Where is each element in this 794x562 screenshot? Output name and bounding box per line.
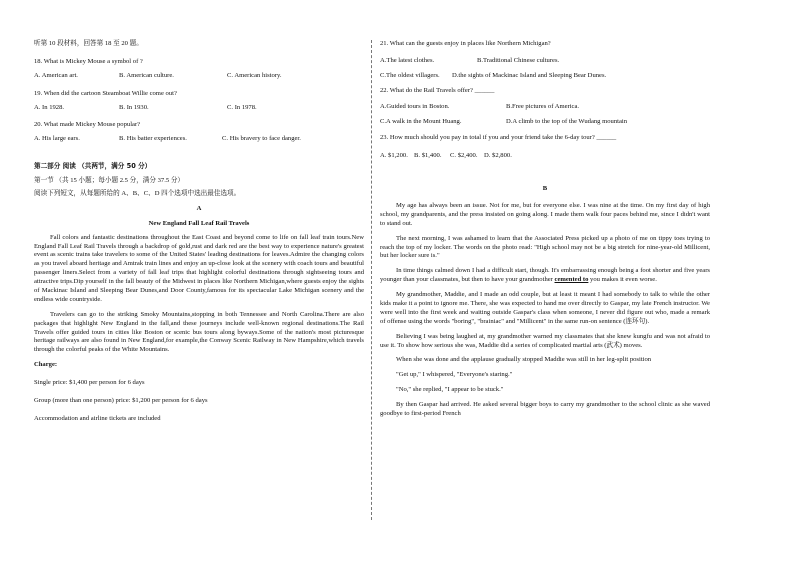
section-one-heading: 第一节 （共 15 小题；每小题 2.5 分，满分 37.5 分） xyxy=(34,177,185,185)
charge-label: Charge: xyxy=(34,361,58,369)
question-22-options-row-2 xyxy=(380,118,710,127)
option: A.The latest clothes. xyxy=(380,56,435,64)
option: B.Traditional Chinese cultures. xyxy=(477,56,560,64)
option: B.Free pictures of America. xyxy=(506,102,580,110)
option: D.A climb to the top of the Wudang mountain xyxy=(506,118,628,126)
option: A.Guided tours in Boston. xyxy=(380,102,450,110)
charge-group: Group (more than one person) price: $1,200 per person for 6 days xyxy=(34,397,208,405)
reading-instruction: 阅读下列短文，从每题所给的 A、B、C、D 四个选项中选出最佳选项。 xyxy=(34,190,241,198)
left-column xyxy=(34,40,364,431)
question-22: 22. What do the Rail Travels offer? ______ xyxy=(380,86,495,94)
text-segment: In time things calmed down I had a difficult start, though. It's embarrassing enough being a foot shorter and five years younger than your classmates, but then to have your grandmother xyxy=(380,267,710,284)
option: D. $2,800. xyxy=(484,152,512,160)
passage-b-paragraph-1: My age has always been an issue. Not for me, but for everyone else. I was nine at the time. On my first day of high school, my grandparents, and the press insisted on going along. I made them walk four paces behind me, since I didn't want to stand out. xyxy=(380,202,710,227)
question-22-options-row-1 xyxy=(380,103,710,112)
question-21-options-row-1 xyxy=(380,57,710,66)
passage-b-paragraph-8: "No," she replied, "I appear to be stuck." xyxy=(396,386,504,394)
right-column xyxy=(380,40,710,425)
part-two-heading: 第二部分 阅读 （共两节，满分 50 分） xyxy=(34,162,152,171)
option: C. His bravery to face danger. xyxy=(222,135,301,143)
question-23: 23. How much should you pay in total if you and your friend take the 6-day tour? ______ xyxy=(380,134,617,142)
question-19: 19. When did the cartoon Steamboat Willie come out? xyxy=(34,89,177,97)
column-divider xyxy=(371,40,372,520)
passage-a-letter: A xyxy=(196,204,202,212)
question-23-options xyxy=(380,152,710,161)
listening-instruction: 听第 10 段材料，回答第 18 至 20 题。 xyxy=(34,40,143,47)
passage-b-paragraph-4: My grandmother, Maddie, and I made an odd couple, but at least it meant I had somebody to talk to while the other kids make it a point to ignore me. There, she was expected to hand me over directly to Gaspar, my late French instructor. We were well into the first week and waiting outside Gaspar's class when someone, I never did figure out who, made a remark of offense using the words "boring", "brainiac" and "Millicent" in the same run-on sentence (连环句). xyxy=(380,291,710,325)
underlined-phrase: cemented to xyxy=(554,276,589,284)
option: C. $2,400. xyxy=(450,152,478,160)
option: A. $1,200. xyxy=(380,152,408,160)
question-19-options xyxy=(34,104,364,113)
option: C. American history. xyxy=(227,71,282,79)
question-20: 20. What made Mickey Mouse popular? xyxy=(34,121,141,129)
passage-b-paragraph-3 xyxy=(380,267,710,285)
option: B. American culture. xyxy=(119,71,174,79)
question-18-options xyxy=(34,72,364,81)
question-21: 21. What can the guests enjoy in places like Northern Michigan? xyxy=(380,40,551,47)
passage-b-paragraph-7: "Get up," I whispered, "Everyone's staring." xyxy=(396,371,513,379)
option: C.The oldest villagers. xyxy=(380,71,440,79)
option: C. In 1978. xyxy=(227,103,257,111)
option: A. American art. xyxy=(34,71,78,79)
passage-a-paragraph-2: Travelers can go to the striking Smoky Mountains,stopping in both Tennessee and North Carolina.There are also packages that highlight New England in the fall,and these journeys include well-known regional destinations.The Rail Travels offer guided tours in cities like Boston or scenic bus tours along byways.Some of the nation's most picturesque heritage railways are also found in New England,for example,the Conway Scenic Railway in New Hampshire,which travels through the colorful peaks of the White Mountains. xyxy=(34,310,364,354)
option: D.the sights of Mackinac Island and Sleeping Bear Dunes. xyxy=(452,71,607,79)
option: A. In 1928. xyxy=(34,103,65,111)
charge-single: Single price: $1,400 per person for 6 days xyxy=(34,379,145,387)
question-21-options-row-2 xyxy=(380,72,710,81)
option: C.A walk in the Mount Huang. xyxy=(380,118,462,126)
option: B. $1,400. xyxy=(414,152,442,160)
passage-b-paragraph-5: Believing I was being laughed at, my grandmother warned my classmates that she knew kungfu and was not afraid to use it. To show how serious she was, Maddie did a series of complicated martial arts (武术) moves. xyxy=(380,332,710,349)
option: B. In 1930. xyxy=(119,103,149,111)
text-segment: you makes it even worse. xyxy=(588,276,657,284)
passage-b-paragraph-6: When she was done and the applause gradually stopped Maddie was still in her leg-split position xyxy=(396,356,652,364)
passage-a-paragraph-1: Fall colors and fantastic destinations throughout the East Coast and beyond come to life on fall leaf train tours.New England Fall Leaf Rail Travels through a backdrop of gold,rust and dark red are the best way to experience nature's greatest event as scenic trains take travelers to some of the United States' leading destinations for leaves.Admire the changing colors as you travel aboard heritage and Amtrak train lines and enjoy an up-close look at the scenery with coach tours and beautiful passenger liners.Select from a variety of fall leaf trips that highlight colorful destinations through sightseeing tours and attractive trips.Dip yourself in the fall beauty of the Midwest in places like Northern Michigan,where guests enjoy the sights of Mackinac Island and Sleeping Bear Dunes,and Door County,famous for its spectacular Lake Michigan scenery and the endless wide countryside. xyxy=(34,233,364,303)
passage-b-letter: B xyxy=(542,185,548,193)
question-20-options xyxy=(34,135,364,144)
option: A. His large ears. xyxy=(34,135,80,143)
passage-a-title: New England Fall Leaf Rail Travels xyxy=(148,219,250,227)
passage-b-paragraph-9: By then Gaspar had arrived. He asked several bigger boys to carry my grandmother to the school clinic as she waved goodbye to first-period French xyxy=(380,401,710,418)
question-18: 18. What is Mickey Mouse a symbol of ? xyxy=(34,57,143,65)
passage-b-paragraph-2: The next morning, I was ashamed to learn that the Associated Press picked up a photo of me on tippy toes trying to reach the top of my locker. The words on the photo read: "High school may not be a big stretch for nine-year-old Millicent, but her locker sure is." xyxy=(380,234,710,260)
option: B. His batter experiences. xyxy=(119,135,187,143)
charge-included: Accommodation and airline tickets are included xyxy=(34,414,161,422)
